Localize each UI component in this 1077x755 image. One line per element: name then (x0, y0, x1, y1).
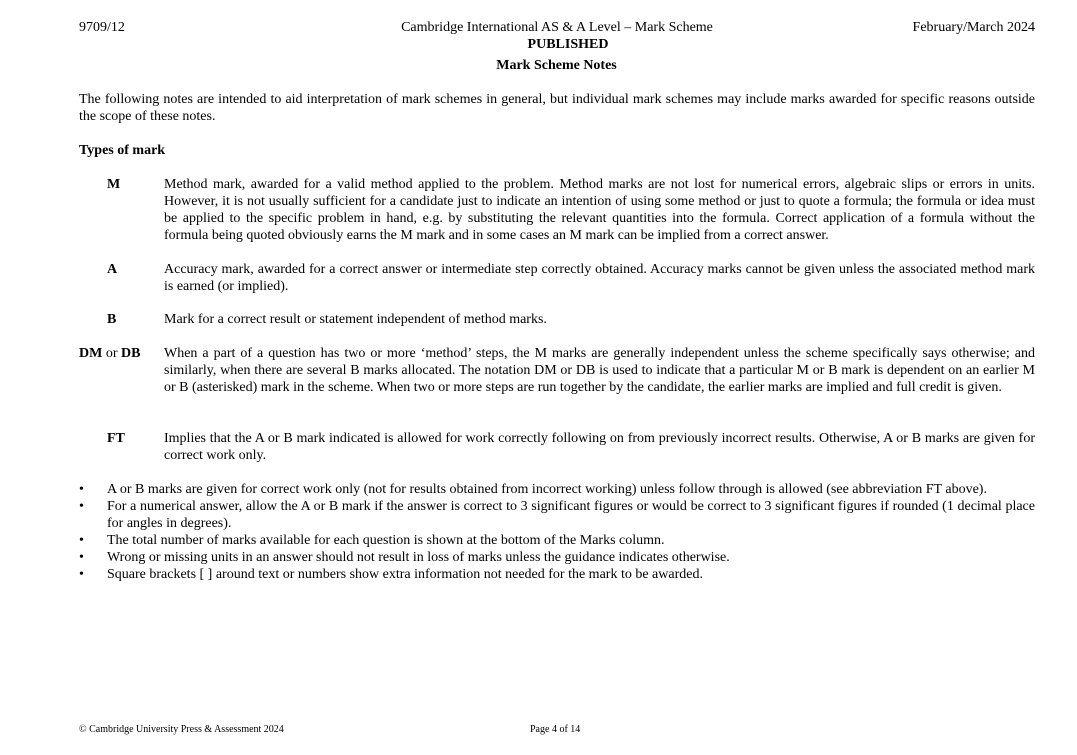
list-item (79, 566, 1035, 583)
bullet-icon: • (79, 567, 84, 582)
list-item (79, 481, 1035, 498)
copyright-notice: © Cambridge University Press & Assessment 2024 (79, 724, 284, 735)
bullet-icon: • (79, 533, 84, 548)
published-label: PUBLISHED (527, 37, 609, 52)
header-title: Cambridge International AS & A Level – Mark Scheme (401, 20, 713, 35)
mark-type-b (79, 311, 1035, 328)
mark-type-ft (79, 430, 1035, 464)
bullet-icon: • (79, 499, 84, 514)
list-item (79, 549, 1035, 566)
mark-description: Implies that the A or B mark indicated is allowed for work correctly following on from previously incorrect results. Otherwise, A or B marks are given for correct work only. (164, 431, 1035, 463)
mark-description: Method mark, awarded for a valid method applied to the problem. Method marks are not lost for numerical errors, algebraic slips or errors in units. However, it is not usually sufficient for a candidate just to indicate an intention of using some method or just to quote a formula; the formula or idea must be applied to the specific problem in hand, e.g. by substituting the relevant quantities into the formula. Correct application of a formula without the formula being quoted obviously earns the M mark and in some cases an M mark can be implied from a correct answer. (164, 177, 1035, 243)
bullet-icon: • (79, 482, 84, 497)
list-item-text: The total number of marks available for each question is shown at the bottom of the Marks column. (107, 533, 665, 548)
mark-code: A (107, 262, 118, 277)
mark-description: When a part of a question has two or more ‘method’ steps, the M marks are generally independent unless the scheme specifically says otherwise; and similarly, when there are several B marks allocated. The notation DM or DB is used to indicate that a particular M or B mark is dependent on an earlier M or B (asterisked) mark in the scheme. When two or more steps are run together by the candidate, the earlier marks are implied and full credit is given. (164, 346, 1035, 395)
mark-code: FT (107, 431, 125, 446)
syllabus-code: 9709/12 (79, 20, 125, 35)
list-item-text: Wrong or missing units in an answer should not result in loss of marks unless the guidance indicates otherwise. (107, 550, 730, 565)
list-item-text: Square brackets [ ] around text or numbers show extra information not needed for the mark to be awarded. (107, 567, 703, 582)
bullet-icon: • (79, 550, 84, 565)
intro-paragraph: The following notes are intended to aid interpretation of mark schemes in general, but individual mark schemes may include marks awarded for specific reasons outside the scope of these notes. (79, 92, 1035, 124)
mark-type-dm-db (79, 345, 1035, 396)
mark-code: B (107, 312, 117, 327)
mark-code-db: DB (121, 346, 141, 361)
mark-type-a (79, 261, 1035, 295)
mark-description: Mark for a correct result or statement independent of method marks. (164, 312, 547, 327)
mark-code (79, 345, 159, 362)
list-item-text: For a numerical answer, allow the A or B mark if the answer is correct to 3 significant figures or would be correct to 3 significant figures if rounded (1 decimal place for angles in degrees). (107, 499, 1035, 531)
mark-description: Accuracy mark, awarded for a correct answer or intermediate step correctly obtained. Accuracy marks cannot be given unless the associated method mark is earned (or implied). (164, 262, 1035, 294)
list-item-text: A or B marks are given for correct work only (not for results obtained from incorrect working) unless follow through is allowed (see abbreviation FT above). (107, 482, 987, 497)
mark-code: M (107, 177, 121, 192)
list-item (79, 498, 1035, 532)
types-of-mark-heading: Types of mark (79, 143, 166, 158)
page-number: Page 4 of 14 (530, 724, 581, 735)
mark-type-m (79, 176, 1035, 244)
mark-code-dm: DM (79, 346, 103, 361)
section-title: Mark Scheme Notes (496, 58, 617, 73)
list-item (79, 532, 1035, 549)
page-header (79, 19, 1035, 37)
exam-session-date: February/March 2024 (912, 20, 1035, 35)
notes-bullet-list (79, 481, 1035, 583)
mark-code-or: or (105, 346, 118, 361)
